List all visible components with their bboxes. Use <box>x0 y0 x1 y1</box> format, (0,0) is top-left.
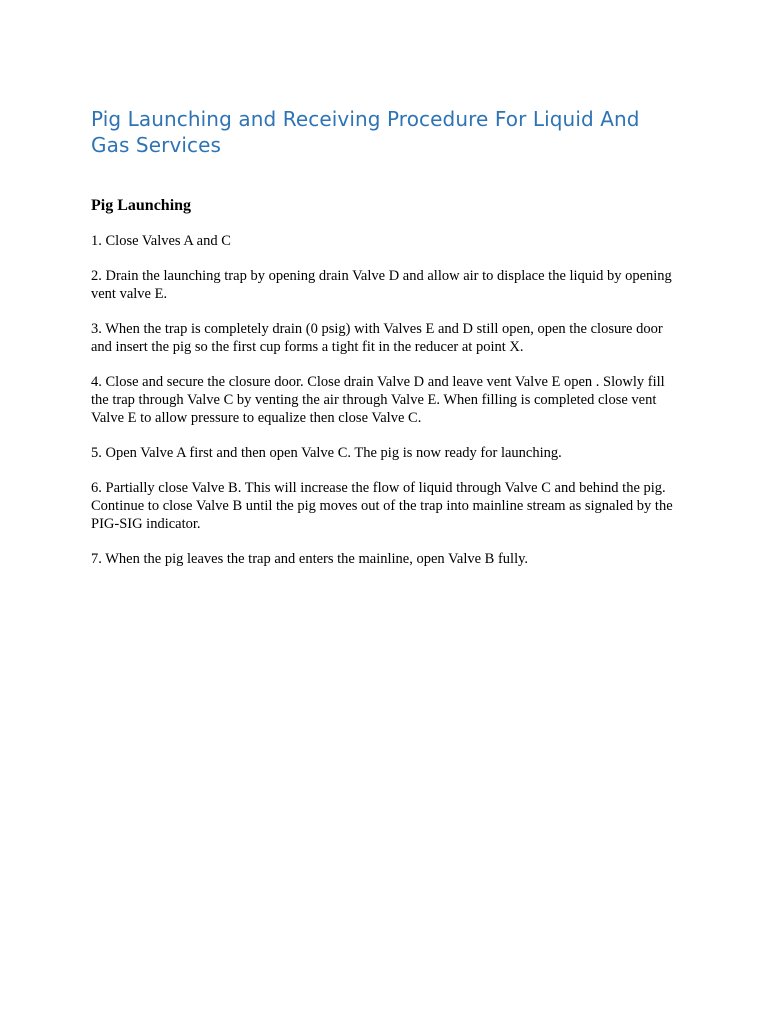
document-title: Pig Launching and Receiving Procedure For Liquid And Gas Services <box>91 107 640 157</box>
procedure-step-5: 5. Open Valve A first and then open Valve C. The pig is now ready for launching. <box>91 445 562 461</box>
document-body <box>91 106 683 585</box>
procedure-step-7: 7. When the pig leaves the trap and enters the mainline, open Valve B fully. <box>91 551 529 567</box>
procedure-step-4: 4. Close and secure the closure door. Close drain Valve D and leave vent Valve E open . Slowly fill the trap through Valve C by venting the air through Valve E. When filling is completed close vent Valve E to allow pressure to equalize then close Valve C. <box>91 374 665 426</box>
procedure-steps <box>91 232 683 568</box>
procedure-step-2: 2. Drain the launching trap by opening drain Valve D and allow air to displace the liquid by opening vent valve E. <box>91 268 672 302</box>
procedure-step-6: 6. Partially close Valve B. This will increase the flow of liquid through Valve C and behind the pig. Continue to close Valve B until the pig moves out of the trap into mainline stream as signaled by the PIG-SIG indicator. <box>91 480 673 532</box>
section-heading: Pig Launching <box>91 197 192 214</box>
procedure-step-3: 3. When the trap is completely drain (0 psig) with Valves E and D still open, open the closure door and insert the pig so the first cup forms a tight fit in the reducer at point X. <box>91 321 663 355</box>
procedure-step-1: 1. Close Valves A and C <box>91 233 231 249</box>
